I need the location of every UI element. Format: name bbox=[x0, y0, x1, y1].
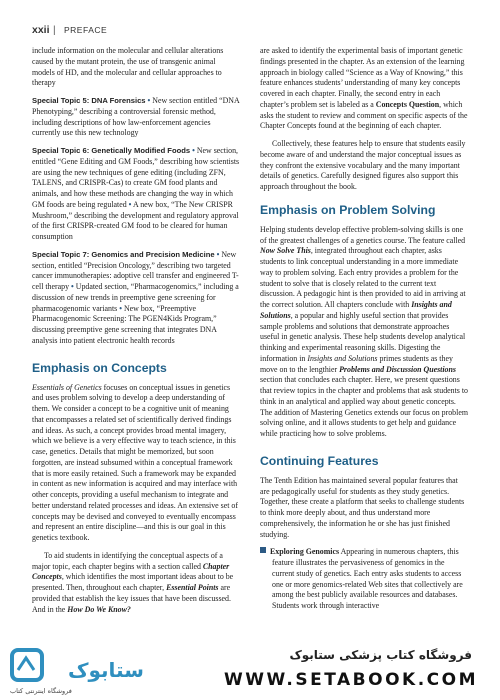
problem-text: , a popular and highly useful section that provides sample problems and solutions that demonstrate approaches useful in genetic analysis. These help students develop analytical thinking and experimental reasoning skills. Digesting the information in bbox=[260, 310, 466, 363]
concepts-text: To aid students in identifying the conceptual aspects of a major topic, each chapter begins with a section called bbox=[32, 550, 223, 571]
special-topic-7 bbox=[32, 250, 240, 347]
store-name: فروشگاه کتاب پزشکی ستابوک bbox=[289, 648, 472, 662]
square-bullet-icon bbox=[260, 547, 266, 553]
section-heading-concepts: Emphasis on Concepts bbox=[32, 360, 167, 375]
now-solve-this-term: Now Solve This bbox=[260, 246, 311, 256]
header-separator: | bbox=[53, 25, 56, 36]
left-column bbox=[32, 46, 240, 622]
intro-text: are asked to identify the experimental basis of important genetic findings presented in the chapter. As an extension of the learning approach in biology called “Science as a Way of Knowing,” this feature enhances students’ understanding of many key concepts covered in each chapter. Finally, the second entry in each chapter’s problem set is labeled as a bbox=[260, 46, 465, 109]
concepts-question-term: Concepts Question bbox=[375, 99, 440, 109]
topic-text: A new box, “The New CRISPR Mushroom,” describing the development and regulatory approval of the first CRISPR-created GM food to be cleared for human consumption bbox=[32, 199, 239, 241]
section-heading-continuing: Continuing Features bbox=[260, 453, 379, 468]
problem-text: primes students as they move on to the lengthier bbox=[260, 353, 453, 374]
special-topic-6 bbox=[32, 146, 240, 243]
concepts-text: focuses on conceptual issues in genetics and uses problem solving to develop a deep understanding of them. We consider a concept to be a cognitive unit of meaning that encompasses a related set of scientifically derived findings and ideas. As such, a concept provides broad mental imagery, which we believe is a very effective way to teach science, in this case, genetics. Details that might be memorized, but soon forgotten, are instead subsumed within a conceptual framework that is more easily retained. Such a framework may be expanded in content as new information is acquired and may interface with other concepts, providing a useful mechanism to integrate and better understand related processes and ideas. An extensive set of concepts may be devised and conveyed to eventually encompass and represent an entire discipline—and this is our goal in this genetics textbook. bbox=[32, 382, 238, 542]
problem-text: section that concludes each chapter. Here, we present questions that review topics in the chapter and problems that ask students to think in an analytical and applied way about genetic concepts. The addition of Mastering Genetics extends our focus on problem solving online, and it allows students to get help and guidance while practicing how to solve problems. bbox=[260, 375, 468, 438]
insights-solutions-term: Insights and Solutions bbox=[260, 300, 452, 320]
right-paragraph-2: Collectively, these features help to ensure that students easily become aware of and understand the major conceptual issues as they confront the extensive vocabulary and the many important details of genetics. Carefully designed figures also support this approach throughout the book. bbox=[260, 139, 466, 191]
topic-title: Special Topic 6: Genetically Modified Foods bbox=[32, 146, 191, 155]
exploring-genomics-title: Exploring Genomics bbox=[270, 547, 340, 557]
bullet-separator: • bbox=[192, 146, 195, 155]
concepts-text: , which identifies the most important ideas about to be presented. Then, throughout each chapter, bbox=[32, 572, 234, 592]
problem-text: , integrated throughout each chapter, asks students to link conceptual understanding in a more immediate way to problem solving. Each entry provides a problem for the student to solve that is closely related to the current text discussion. A pedagogic hint is then provided to aid in arriving at the correct solution. All chapters conclude with bbox=[260, 246, 466, 309]
insights-solutions-term: Insights and Solutions bbox=[307, 353, 378, 363]
concepts-paragraph-2 bbox=[32, 551, 240, 616]
concepts-text: are provided that establish the key issues that have been discussed. And in the bbox=[32, 583, 231, 614]
bullet-separator: • bbox=[128, 199, 132, 209]
topic-title: Special Topic 7: Genomics and Precision Medicine bbox=[32, 249, 215, 259]
essential-points-term: Essential Points bbox=[166, 583, 219, 592]
bullet-separator: • bbox=[216, 249, 220, 259]
left-intro-paragraph: include information on the molecular and cellular alterations caused by the mutant protein, the use of transgenic animal models of HD, and the molecular and cellular approaches to therapy bbox=[32, 46, 224, 88]
chapter-concepts-term: Chapter Concepts bbox=[32, 561, 230, 582]
logo-subtitle: فروشگاه اینترنتی کتاب bbox=[10, 687, 72, 695]
topic-text: New section entitled “DNA Phenotyping,” describing a controversial forensic method, including descriptions of how law-enforcement agencies currently use this new technology bbox=[32, 96, 240, 138]
section-heading-problem-solving: Emphasis on Problem Solving bbox=[260, 202, 436, 217]
watermark-overlay bbox=[0, 638, 500, 700]
concepts-paragraph-1 bbox=[32, 383, 240, 544]
problems-discussion-term: Problems and Discussion Questions bbox=[339, 364, 456, 374]
right-intro-paragraph bbox=[260, 46, 468, 132]
right-column bbox=[260, 46, 468, 619]
bullet-separator: • bbox=[71, 282, 74, 291]
section-name: PREFACE bbox=[64, 25, 108, 35]
setabook-logo-icon bbox=[8, 644, 70, 690]
special-topic-5 bbox=[32, 96, 240, 139]
intro-text: , which asks the student to review and comment on specific aspects of the Chapter Concepts found at the beginning of each chapter. bbox=[260, 99, 468, 131]
page-number: xxii bbox=[32, 24, 50, 36]
topic-text: New section, entitled “Gene Editing and GM Foods,” describing how scientists are using the new techniques of gene editing (including ZFN, TALENS, and CRISPR-Cas) to create GM food plants and animals, and how these methods are changing the way in which GM foods are being regulated bbox=[32, 146, 240, 209]
topic-text: New section, entitled “Precision Oncology,” describing two targeted cancer immunotherapies: adoptive cell transfer and engineered T-cell therapy bbox=[32, 249, 239, 291]
topic-text: New box, “Preemptive Pharmacogenomic Screening: The PGEN4Kids Program,” discussing preemptive gene screening that integrates DNA analysis into patient electronic health records bbox=[32, 303, 217, 345]
problem-solving-paragraph bbox=[260, 225, 468, 440]
logo-wordmark: ستابوک bbox=[68, 658, 144, 682]
how-do-we-know-term: How Do We Know? bbox=[67, 604, 131, 614]
continuing-paragraph: The Tenth Edition has maintained several popular features that are pedagogically useful for students as they study genetics. Together, these create a platform that seeks to challenge students to think more deeply about, and thus understand more comprehensively, the information he or she has just finished studying. bbox=[260, 475, 465, 539]
problem-text: Helping students develop effective problem-solving skills is one of the greatest challenges of a genetics course. The feature called bbox=[260, 224, 466, 245]
exploring-genomics-text: Appearing in numerous chapters, this feature illustrates the pervasiveness of genomics in the current study of genetics. Each entry asks students to access one or more genomics-related Web sites that collectively are among the best publicly available resources and databases. Students work through interactive bbox=[272, 547, 463, 610]
bullet-separator: • bbox=[119, 303, 122, 313]
book-title-emphasis: Essentials of Genetics bbox=[32, 382, 102, 392]
exploring-genomics-item bbox=[260, 547, 468, 612]
topic-text: Updated section, “Pharmacogenomics,” including a discussion of new trends in preemptive gene screening for pharmacogenomic variants bbox=[32, 282, 239, 313]
topic-title: Special Topic 5: DNA Forensics bbox=[32, 96, 146, 105]
page-header bbox=[32, 24, 472, 38]
store-url: WWW.SETABOOK.COM bbox=[224, 670, 478, 690]
bullet-separator: • bbox=[147, 96, 151, 105]
